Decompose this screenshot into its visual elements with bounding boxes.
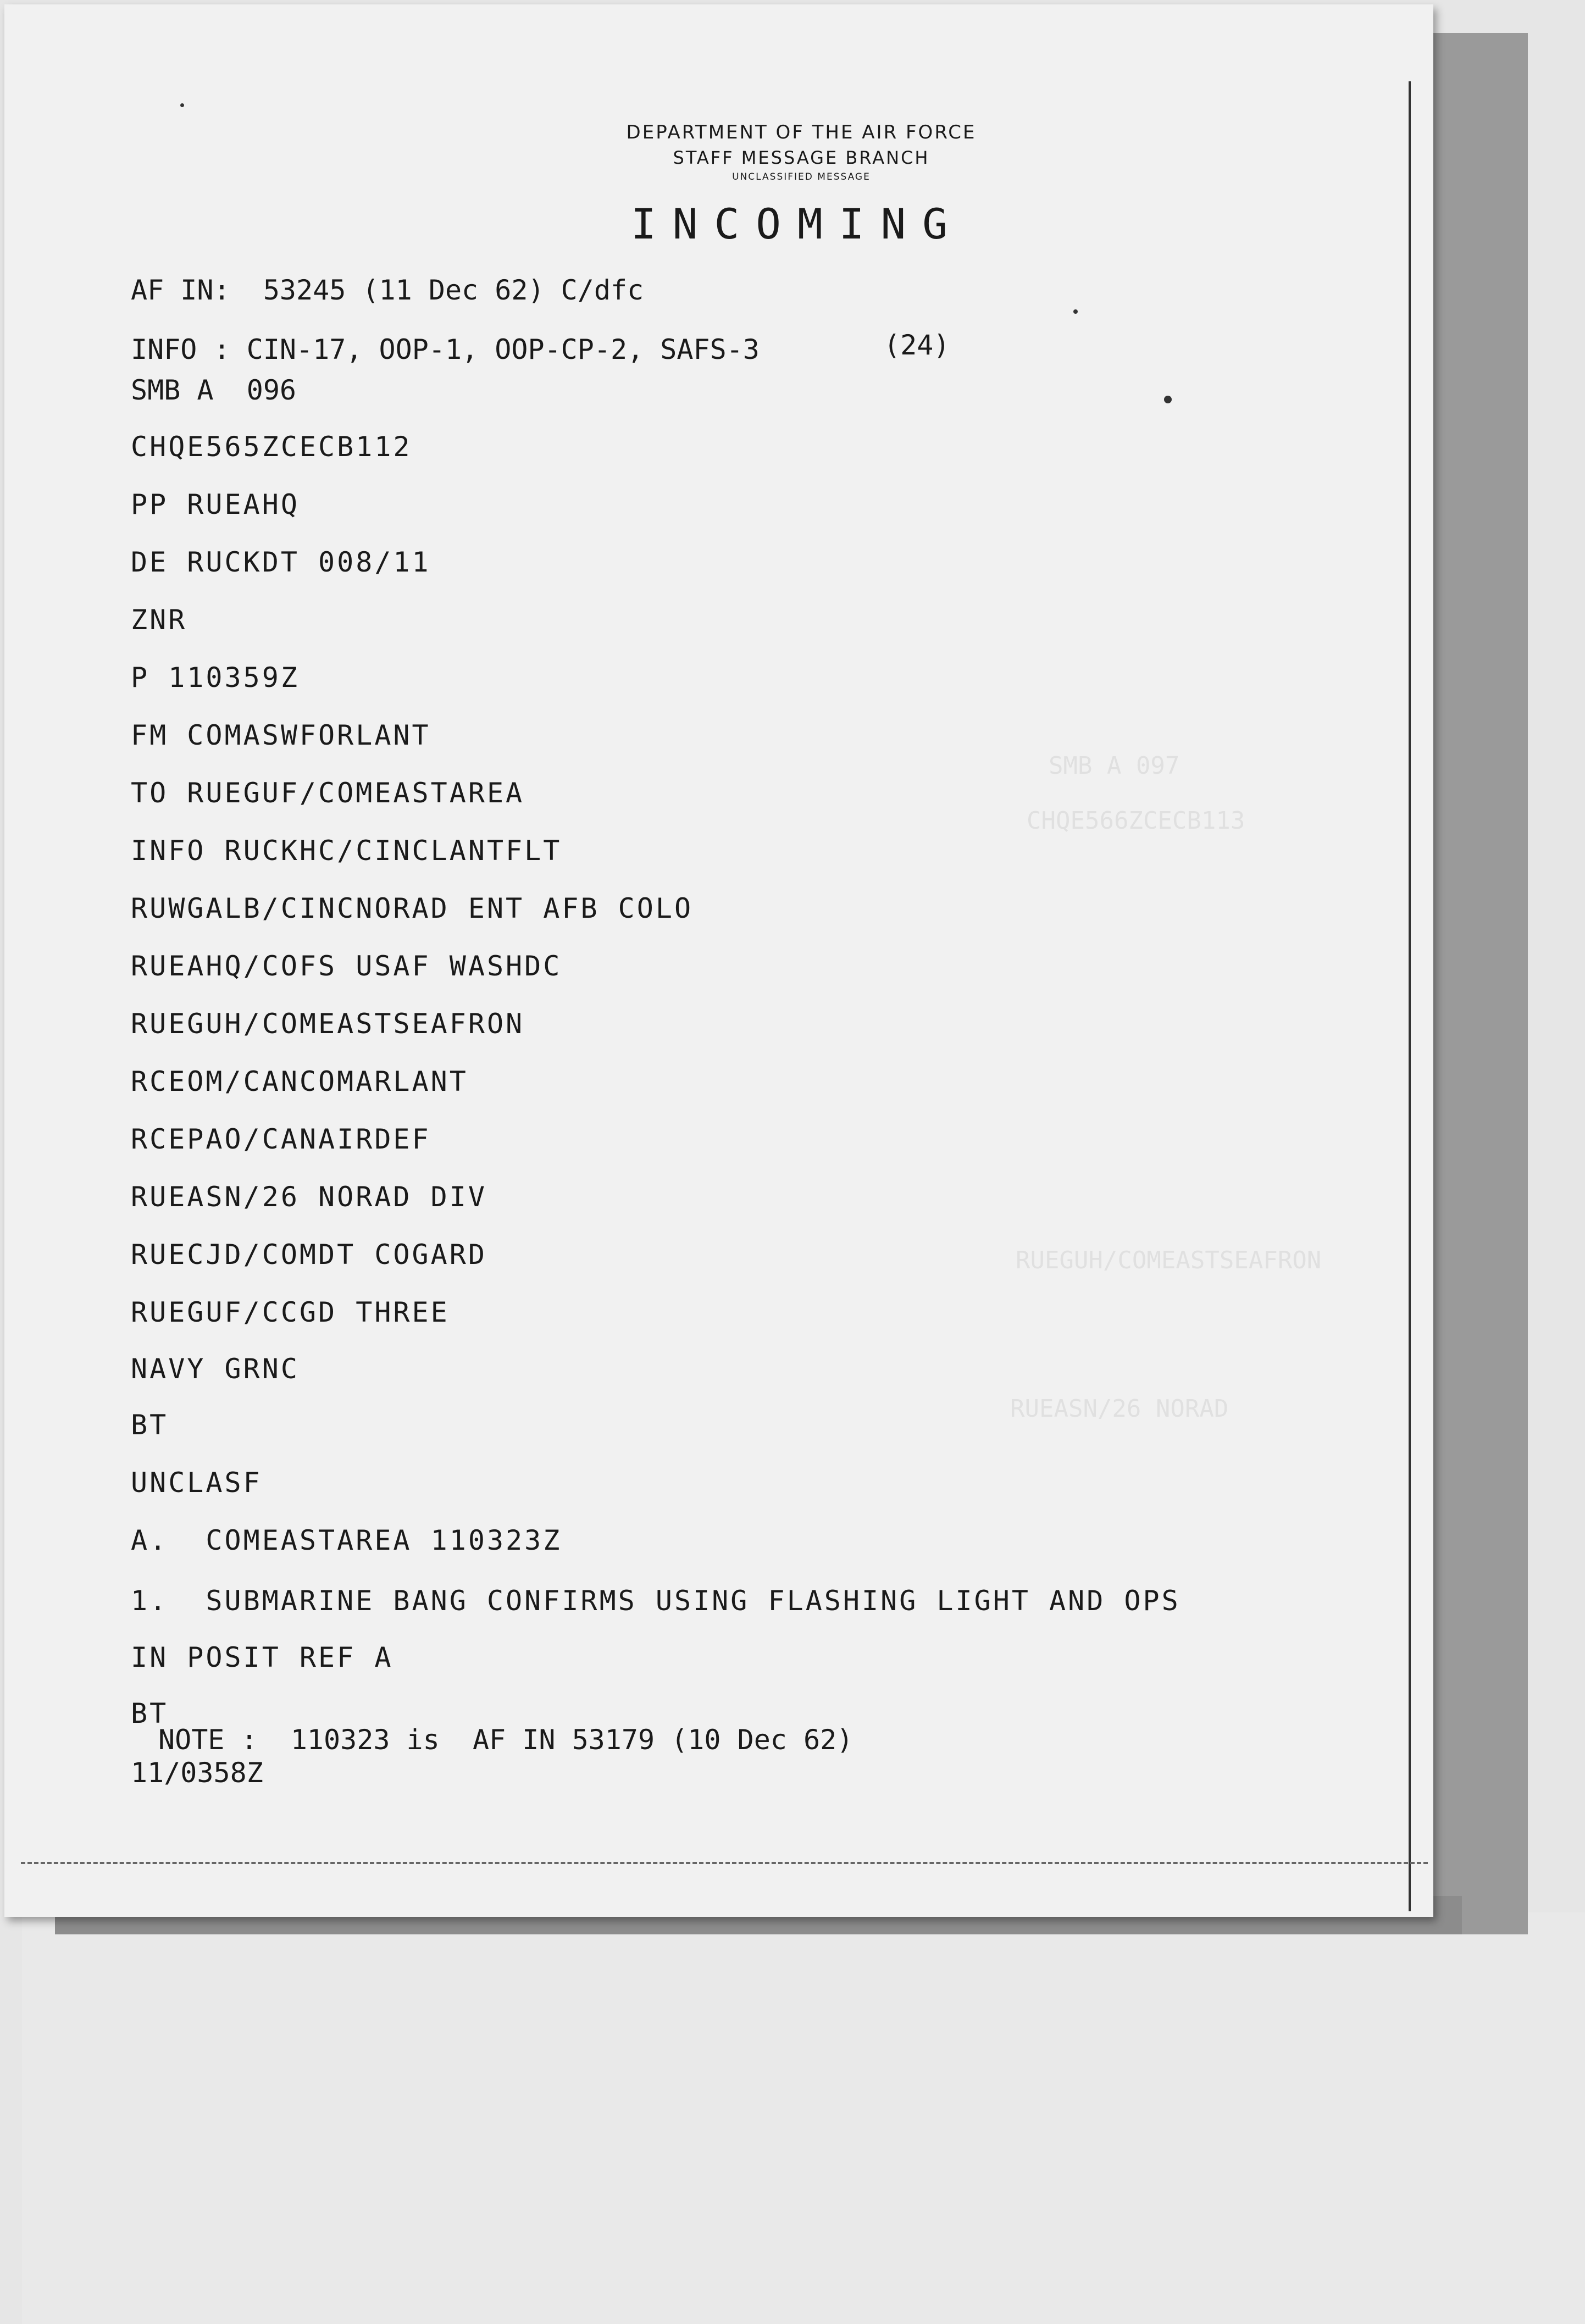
classification-label: UNCLASSIFIED MESSAGE	[732, 171, 871, 182]
message-line: IN POSIT REF A	[131, 1641, 394, 1673]
copy-count: (24)	[884, 329, 950, 361]
show-through-text: RUEASN/26 NORAD	[1010, 1395, 1229, 1423]
message-line: RUECJD/COMDT COGARD	[131, 1239, 487, 1271]
message-line: INFO RUCKHC/CINCLANTFLT	[131, 835, 562, 867]
message-line: RCEPAO/CANAIRDEF	[131, 1123, 431, 1155]
message-line: TO RUEGUF/COMEASTAREA	[131, 777, 525, 809]
message-line: P 110359Z	[131, 662, 300, 694]
department-name: DEPARTMENT OF THE AIR FORCE	[626, 121, 977, 143]
message-sheet	[4, 4, 1433, 1917]
branch-name: STAFF MESSAGE BRANCH	[673, 147, 930, 168]
message-line: DE RUCKDT 008/11	[131, 546, 431, 578]
show-through-text: CHQE566ZCECB113	[1027, 807, 1245, 835]
message-line: RUEAHQ/COFS USAF WASHDC	[131, 950, 562, 982]
message-line: 1. SUBMARINE BANG CONFIRMS USING FLASHING LIGHT AND OPS	[131, 1585, 1181, 1617]
speck	[1164, 396, 1172, 403]
message-line: BT	[131, 1409, 169, 1441]
page-shadow-right	[1429, 33, 1528, 1934]
message-line: RUEASN/26 NORAD DIV	[131, 1181, 487, 1213]
letterhead	[581, 120, 1021, 184]
message-line: RUEGUH/COMEASTSEAFRON	[131, 1008, 525, 1040]
page-frame-line	[1409, 81, 1411, 1911]
show-through-text: RUEGUH/COMEASTSEAFRON	[1016, 1246, 1322, 1274]
under-page	[22, 1912, 1585, 2324]
info-distribution-line: INFO : CIN-17, OOP-1, OOP-CP-2, SAFS-3	[131, 334, 760, 365]
message-line: RCEOM/CANCOMARLANT	[131, 1066, 468, 1097]
message-line: BT	[131, 1698, 169, 1729]
footer-time: 11/0358Z	[131, 1757, 263, 1789]
message-line: UNCLASF	[131, 1467, 262, 1499]
message-line: NAVY GRNC	[131, 1353, 300, 1385]
message-line: A. COMEASTAREA 110323Z	[131, 1524, 562, 1556]
show-through-text: SMB A 097	[1049, 752, 1180, 780]
note-line: NOTE : 110323 is AF IN 53179 (10 Dec 62)	[158, 1724, 854, 1756]
perforation-line	[21, 1862, 1428, 1864]
incoming-title: INCOMING	[631, 199, 965, 248]
message-line: CHQE565ZCECB112	[131, 431, 412, 463]
speck	[1073, 309, 1078, 314]
af-in-line: AF IN: 53245 (11 Dec 62) C/dfc	[131, 274, 644, 306]
message-line: PP RUEAHQ	[131, 489, 300, 520]
message-line: FM COMASWFORLANT	[131, 719, 431, 751]
message-line: ZNR	[131, 604, 187, 636]
smb-line: SMB A 096	[131, 374, 297, 406]
message-line: RUEGUF/CCGD THREE	[131, 1296, 450, 1328]
message-line: RUWGALB/CINCNORAD ENT AFB COLO	[131, 892, 694, 924]
speck	[180, 103, 184, 107]
